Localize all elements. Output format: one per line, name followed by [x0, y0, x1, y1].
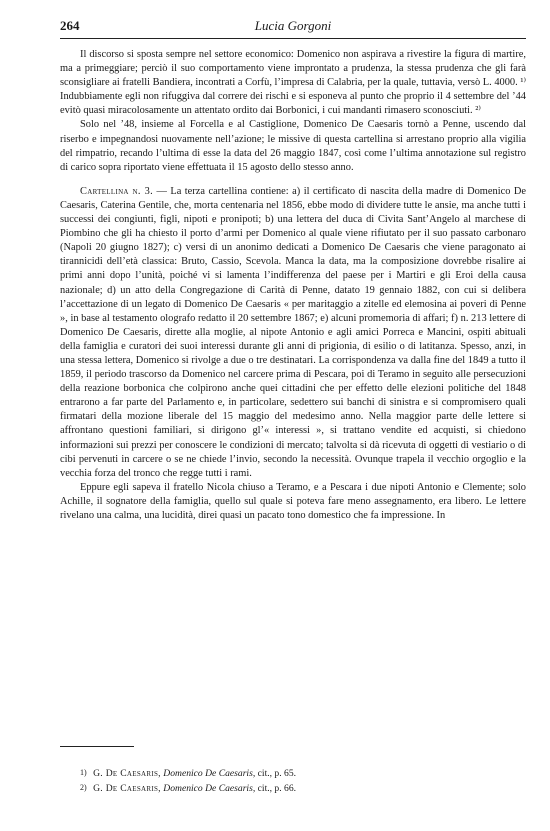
footnote	[60, 781, 526, 796]
body-text	[60, 48, 526, 523]
footnote-mark: 2)	[80, 783, 87, 792]
footnote-ref: cit., p. 65.	[257, 768, 297, 779]
book-page	[60, 18, 526, 818]
footnotes	[60, 766, 526, 796]
cartellina-text: — La terza cartellina contiene: a) il certificato di nascita della madre di Domenico De Caesaris, Caterina Gentile, che, morta centenaria nel 1856, ebbe modo di dividere tutte le ansie, ma anche tutti i successi dei congiunti, figli, nipoti e pronipoti; b) una lettera del duca di Civita Sant’Angelo al marchese di Piombino che gli ha chiesto il porto d’armi per Domenico al quale viene rifiutato per il suo passato carbonaro (Napoli 20 giugno 1827); c) versi di un anonimo dedicati a Domenico De Caesaris che viene paragonato ai tirannicidi dell’età classica: Bruto, Cassio, Scevola. Manca la data, ma la composizione dovrebbe risalire ai primi anni dopo l’unità, poiché vi si lamenta l’indifferenza del paese per i Martiri e gli Eroi della causa nazionale; d) un atto della Congregazione di Carità di Penne, datato 19 gennaio 1882, con cui si delibera l’accettazione di un legato di Domenico De Caesaris « per maritaggio a zitelle ed elemosina ai poveri di Penne », in base al testamento olografo redatto il 20 settembre 1867; e) alcuni promemoria di affari; f) n. 213 lettere di Domenico De Caesaris, dirette alla moglie, al nipote Antonio e agli amici Porreca e Mancini, ospiti abituali della famiglia e curatori dei suoi interessi durante gli anni di prigionia, di esilio o di latitanza. Spesso, anzi, in una stessa lettera, Domenico si rivolge a due o tre destinatari. La corrispondenza va dalla fine del 1849 a tutto il 1859, il periodo trascorso da Domenico nel carcere prima di Pescara, poi di Teramo in seguito alle persecuzioni della reazione borbonica che colpirono anche quei cittadini che per effetto delle elezioni politiche del 1848 entrarono a far parte del Parlamento e, in particolare, sedettero sui banchi di sinistra e si compromisero quali firmatari della mozione liberale del 15 maggio del medesimo anno. Nella maggior parte delle lettere si affrontano questioni familiari, si dirigono gl’« interessi », si trattano vendite ed acquisti, si chiedono informazioni sui prezzi per conoscere le condizioni di mercato; talvolta si dà ricevuta di oggetti di vestiario o di cibi pervenuti in carcere o se ne chiede l’invio, secondo la necessità. Ovunque trapela il vecchio orgoglio e la vecchia forza del tronco che regge tutti i rami.	[60, 185, 526, 479]
paragraph: Solo nel ’48, insieme al Forcella e al Castiglione, Domenico De Caesaris tornò a Penne, uscendo dal riserbo e impegnandosi nuovamente nell’azione; le missive di questa cartellina si arrestano proprio alla vigilia del rimpatrio, recando l’ultima di esse la data del 26 maggio 1847, così come l’ultima annotazione sul registro di carico sopra riportato viene effettuata il 15 agosto dello stesso anno.	[60, 119, 526, 173]
footnote	[60, 766, 526, 781]
paragraph: Eppure egli sapeva il fratello Nicola chiuso a Teramo, e a Pescara i due nipoti Antonio e Clemente; solo Achille, il sognatore della famiglia, quello sul quale si poteva fare meno assegnamento, era libero. Le lettere rivelano una calma, una lucidità, direi quasi un pacato tono domestico che fa impressione. In	[60, 481, 526, 521]
header-rule	[60, 38, 526, 39]
footnote-mark: 1)	[80, 768, 87, 777]
running-head: Lucia Gorgoni	[254, 18, 332, 33]
footnote-rule	[60, 746, 134, 747]
page-header	[60, 18, 526, 34]
cartellina-paragraph	[60, 185, 526, 481]
paragraph: Il discorso si sposta sempre nel settore economico: Domenico non aspirava a rivestire la figura di martire, ma a primeggiare; perciò il suo comportamento viene improntato a prudenza, la stessa prudenza che gli farà sconsigliare ai fratelli Bandiera, incontrati a Corfù, l’impresa di Calabria, per la quale, tuttavia, versò L. 4000. ¹⁾ Indubbiamente egli non rifuggiva dal correre dei rischi e si esponeva al punto che proprio il 4 settembre del ’44 evitò quasi miracolosamente un attentato ordito dai Borbonici, i cui mandanti rimasero sconosciuti. ²⁾	[60, 49, 526, 117]
footnote-author: G. De Caesaris,	[93, 768, 161, 779]
section-label: Cartellina n. 3.	[80, 185, 153, 197]
page-number: 264	[60, 18, 80, 33]
footnote-ref: cit., p. 66.	[257, 783, 297, 794]
footnote-title: Domenico De Caesaris,	[163, 783, 256, 794]
footnote-author: G. De Caesaris,	[93, 783, 161, 794]
footnote-title: Domenico De Caesaris,	[163, 768, 256, 779]
